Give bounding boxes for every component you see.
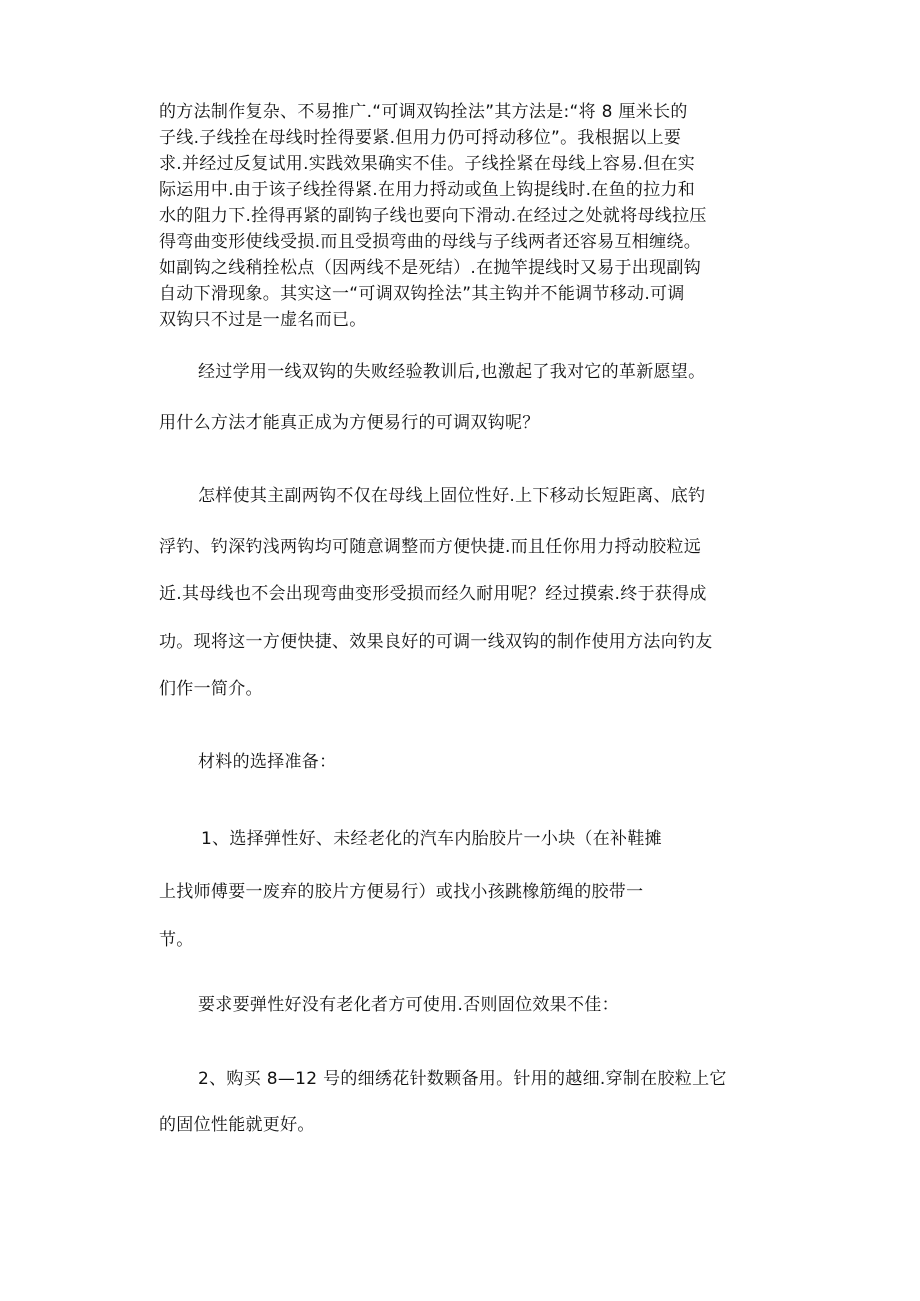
text-line-19: 上找师傅要一废弃的胶片方便易行）或找小孩跳橡筋绳的胶带一: [159, 882, 644, 902]
text-line-3: 求.并经过反复试用.实践效果确实不佳。子线拴紧在母线上容易.但在实: [159, 154, 696, 174]
text-line-5: 水的阻力下.拴得再紧的副钩子线也要向下滑动.在经过之处就将母线拉压: [159, 206, 707, 226]
text-line-20: 节。: [159, 930, 194, 950]
text-line-7: 如副钩之线稍拴松点（因两线不是死结）.在抛竿提线时又易于出现副钩: [159, 258, 702, 278]
text-line-8: 自动下滑现象。其实这一“可调双钩拴法”其主钩并不能调节移动.可调: [159, 284, 685, 304]
text-line-11: 用什么方法才能真正成为方便易行的可调双钩呢？: [159, 413, 540, 433]
text-line-17: 材料的选择准备：: [198, 752, 337, 772]
text-line-23: 的固位性能就更好。: [159, 1115, 315, 1135]
text-line-9: 双钩只不过是一虚名而已。: [159, 310, 367, 330]
text-line-13: 浮钓、钓深钓浅两钩均可随意调整而方便快捷.而且任你用力捋动胶粒远: [159, 537, 702, 557]
text-line-22: 2、购买 8—12 号的细绣花针数颗备用。针用的越细.穿制在胶粒上它: [198, 1069, 727, 1089]
text-line-14: 近.其母线也不会出现弯曲变形受损而经久耐用呢？经过摸索.终于获得成: [159, 584, 707, 604]
text-line-21: 要求要弹性好没有老化者方可使用.否则固位效果不佳：: [198, 995, 619, 1015]
text-line-1: 的方法制作复杂、不易推广.“可调双钩拴法”其方法是:“将 8 厘米长的: [159, 102, 688, 122]
text-line-6: 得弯曲变形使线受损.而且受损弯曲的母线与子线两者还容易互相缠绕。: [159, 232, 702, 252]
text-line-2: 子线.子线拴在母线时拴得要紧.但用力仍可捋动移位”。我根据以上要: [159, 128, 682, 148]
text-line-18: 1、选择弹性好、未经老化的汽车内胎胶片一小块（在补鞋摊: [201, 829, 662, 849]
text-line-4: 际运用中.由于该子线拴得紧.在用力捋动或鱼上钩提线时.在鱼的拉力和: [159, 180, 696, 200]
text-line-15: 功。现将这一方便快捷、效果良好的可调一线双钩的制作使用方法向钓友: [159, 632, 713, 652]
text-line-12: 怎样使其主副两钩不仅在母线上固位性好.上下移动长短距离、底钓: [198, 486, 706, 506]
text-line-16: 们作一简介。: [159, 679, 263, 699]
text-line-10: 经过学用一线双钩的失败经验教训后,也激起了我对它的革新愿望。: [198, 362, 706, 382]
